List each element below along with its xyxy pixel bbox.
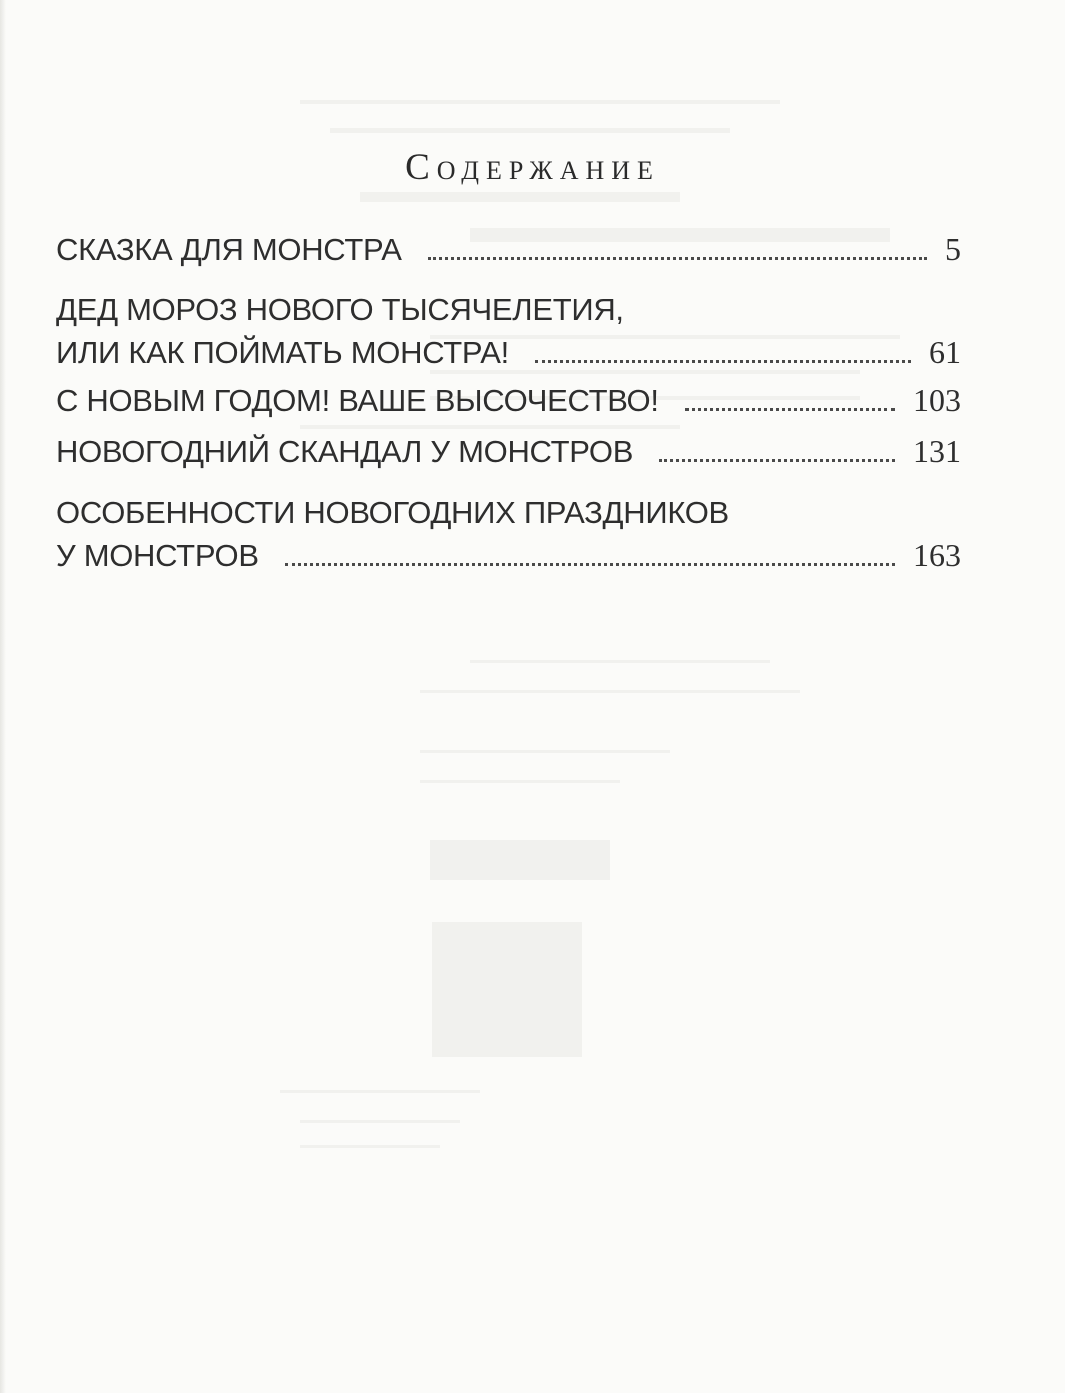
toc-entry-title: ДЕД МОРОЗ НОВОГО ТЫСЯЧЕЛЕТИЯ, [56, 292, 624, 327]
dot-leader [285, 562, 895, 566]
toc-entry-page-number: 5 [945, 231, 961, 267]
toc-entry-page-number: 61 [929, 334, 961, 370]
dot-leader [535, 359, 911, 363]
toc-entry-line [56, 379, 961, 422]
toc-entry-line [56, 534, 961, 577]
toc-entry-title: У МОНСТРОВ [56, 538, 259, 573]
toc-entry-title: С НОВЫМ ГОДОМ! ВАШЕ ВЫСОЧЕСТВО! [56, 383, 659, 418]
toc-entry-title: СКАЗКА ДЛЯ МОНСТРА [56, 232, 402, 267]
toc-entry-title: НОВОГОДНИЙ СКАНДАЛ У МОНСТРОВ [56, 434, 634, 469]
toc-entry-page-number: 131 [913, 433, 961, 469]
toc-entry-page-number: 103 [913, 382, 961, 418]
dot-leader [428, 256, 927, 260]
toc-entry-line [56, 331, 961, 374]
dot-leader [659, 458, 895, 462]
toc-entry-line [56, 289, 961, 331]
toc-entry [56, 492, 961, 577]
toc-entry-line [56, 492, 961, 534]
toc-entry [56, 228, 961, 271]
toc-entry-title: ОСОБЕННОСТИ НОВОГОДНИХ ПРАЗДНИКОВ [56, 495, 729, 530]
toc-entry-line [56, 228, 961, 271]
toc-entry-line [56, 430, 961, 473]
toc-entry-title: ИЛИ КАК ПОЙМАТЬ МОНСТРА! [56, 335, 509, 370]
page-edge-shadow [0, 0, 6, 1393]
toc-entry [56, 289, 961, 374]
toc-entry [56, 379, 961, 422]
page-title: Содержание [405, 147, 660, 188]
toc-entry-page-number: 163 [913, 537, 961, 573]
dot-leader [685, 407, 895, 411]
toc-entry [56, 430, 961, 473]
